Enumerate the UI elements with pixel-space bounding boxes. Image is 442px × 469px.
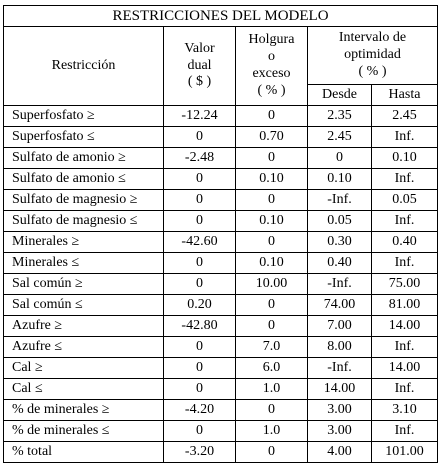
cell-restriccion: Azufre ≥ <box>4 316 164 337</box>
cell-valor-dual: 0 <box>164 253 236 274</box>
restricciones-table <box>3 5 438 463</box>
cell-holgura: 0.70 <box>236 127 308 148</box>
header-intervalo <box>308 27 438 85</box>
cell-desde: 0.05 <box>308 211 372 232</box>
cell-hasta: Inf. <box>372 169 438 190</box>
cell-valor-dual: 0 <box>164 337 236 358</box>
cell-restriccion: Sulfato de amonio ≤ <box>4 169 164 190</box>
cell-holgura: 0 <box>236 442 308 463</box>
header-intervalo-line: optimidad <box>344 46 401 62</box>
cell-restriccion: Sal común ≥ <box>4 274 164 295</box>
table-title: RESTRICCIONES DEL MODELO <box>4 6 438 27</box>
cell-desde: 14.00 <box>308 379 372 400</box>
table-row <box>4 211 438 232</box>
cell-desde: -Inf. <box>308 190 372 211</box>
table-row <box>4 295 438 316</box>
cell-valor-dual: -12.24 <box>164 106 236 127</box>
cell-holgura: 0 <box>236 400 308 421</box>
cell-valor-dual: 0 <box>164 274 236 295</box>
cell-holgura: 0 <box>236 190 308 211</box>
cell-valor-dual: 0 <box>164 421 236 442</box>
cell-restriccion: Sulfato de amonio ≥ <box>4 148 164 169</box>
cell-holgura: 1.0 <box>236 379 308 400</box>
cell-hasta: 0.05 <box>372 190 438 211</box>
cell-desde: -Inf. <box>308 358 372 379</box>
table-row <box>4 127 438 148</box>
table-row <box>4 442 438 463</box>
table-row <box>4 400 438 421</box>
cell-restriccion: % de minerales ≥ <box>4 400 164 421</box>
table-row <box>4 190 438 211</box>
cell-valor-dual: 0 <box>164 169 236 190</box>
cell-desde: 0.30 <box>308 232 372 253</box>
cell-valor-dual: 0 <box>164 379 236 400</box>
cell-desde: 0 <box>308 148 372 169</box>
cell-desde: -Inf. <box>308 274 372 295</box>
cell-valor-dual: -42.80 <box>164 316 236 337</box>
cell-restriccion: Azufre ≤ <box>4 337 164 358</box>
header-restriccion: Restricción <box>4 27 164 106</box>
cell-desde: 2.45 <box>308 127 372 148</box>
cell-holgura: 0.10 <box>236 211 308 232</box>
cell-restriccion: Superfosfato ≥ <box>4 106 164 127</box>
cell-desde: 8.00 <box>308 337 372 358</box>
table-row <box>4 421 438 442</box>
cell-hasta: Inf. <box>372 211 438 232</box>
cell-desde: 74.00 <box>308 295 372 316</box>
cell-holgura: 0.10 <box>236 169 308 190</box>
cell-holgura: 0.10 <box>236 253 308 274</box>
header-desde: Desde <box>308 84 372 105</box>
header-intervalo-line: Intervalo de <box>338 30 407 46</box>
table-row <box>4 106 438 127</box>
cell-hasta: Inf. <box>372 421 438 442</box>
cell-valor-dual: -3.20 <box>164 442 236 463</box>
title-row <box>4 6 438 27</box>
cell-restriccion: Sal común ≤ <box>4 295 164 316</box>
cell-restriccion: Sulfato de magnesio ≥ <box>4 190 164 211</box>
cell-hasta: Inf. <box>372 127 438 148</box>
table-row <box>4 337 438 358</box>
header-intervalo-line: ( % ) <box>358 63 387 79</box>
cell-valor-dual: 0.20 <box>164 295 236 316</box>
cell-hasta: 3.10 <box>372 400 438 421</box>
table-row <box>4 232 438 253</box>
cell-hasta: 75.00 <box>372 274 438 295</box>
cell-desde: 2.35 <box>308 106 372 127</box>
cell-restriccion: Minerales ≥ <box>4 232 164 253</box>
header-holgura-line: Holgura <box>248 32 295 48</box>
table-row <box>4 148 438 169</box>
cell-restriccion: Cal ≥ <box>4 358 164 379</box>
cell-holgura: 0 <box>236 316 308 337</box>
header-holgura <box>236 27 308 106</box>
cell-holgura: 0 <box>236 232 308 253</box>
cell-hasta: 14.00 <box>372 316 438 337</box>
cell-hasta: 101.00 <box>372 442 438 463</box>
header-row <box>4 27 438 85</box>
cell-holgura: 7.0 <box>236 337 308 358</box>
cell-restriccion: Cal ≤ <box>4 379 164 400</box>
cell-holgura: 0 <box>236 106 308 127</box>
cell-restriccion: Superfosfato ≤ <box>4 127 164 148</box>
cell-hasta: Inf. <box>372 337 438 358</box>
header-holgura-line: exceso <box>252 66 291 81</box>
cell-hasta: 81.00 <box>372 295 438 316</box>
cell-valor-dual: 0 <box>164 127 236 148</box>
cell-hasta: 0.40 <box>372 232 438 253</box>
cell-valor-dual: 0 <box>164 211 236 232</box>
cell-holgura: 0 <box>236 148 308 169</box>
cell-hasta: 0.10 <box>372 148 438 169</box>
cell-valor-dual: 0 <box>164 190 236 211</box>
header-holgura-line: ( % ) <box>257 82 286 98</box>
cell-hasta: Inf. <box>372 253 438 274</box>
table-row <box>4 274 438 295</box>
cell-desde: 4.00 <box>308 442 372 463</box>
cell-desde: 7.00 <box>308 316 372 337</box>
cell-restriccion: % total <box>4 442 164 463</box>
table-row <box>4 358 438 379</box>
cell-valor-dual: -4.20 <box>164 400 236 421</box>
cell-desde: 3.00 <box>308 421 372 442</box>
cell-desde: 0.40 <box>308 253 372 274</box>
cell-valor-dual: 0 <box>164 358 236 379</box>
header-valor-dual-line: dual <box>187 57 212 73</box>
cell-holgura: 1.0 <box>236 421 308 442</box>
cell-holgura: 0 <box>236 295 308 316</box>
cell-holgura: 6.0 <box>236 358 308 379</box>
header-valor-dual <box>164 27 236 106</box>
header-valor-dual-line: Valor <box>184 40 215 56</box>
cell-hasta: 14.00 <box>372 358 438 379</box>
cell-holgura: 10.00 <box>236 274 308 295</box>
header-valor-dual-line: ( $ ) <box>187 74 212 90</box>
table-row <box>4 169 438 190</box>
cell-desde: 0.10 <box>308 169 372 190</box>
cell-hasta: Inf. <box>372 379 438 400</box>
cell-hasta: 2.45 <box>372 106 438 127</box>
table-row <box>4 316 438 337</box>
cell-desde: 3.00 <box>308 400 372 421</box>
header-hasta: Hasta <box>372 84 438 105</box>
cell-restriccion: % de minerales ≤ <box>4 421 164 442</box>
cell-restriccion: Sulfato de magnesio ≤ <box>4 211 164 232</box>
table-row <box>4 379 438 400</box>
header-holgura-line: o <box>268 49 275 65</box>
table-row <box>4 253 438 274</box>
cell-valor-dual: -42.60 <box>164 232 236 253</box>
cell-valor-dual: -2.48 <box>164 148 236 169</box>
cell-restriccion: Minerales ≤ <box>4 253 164 274</box>
